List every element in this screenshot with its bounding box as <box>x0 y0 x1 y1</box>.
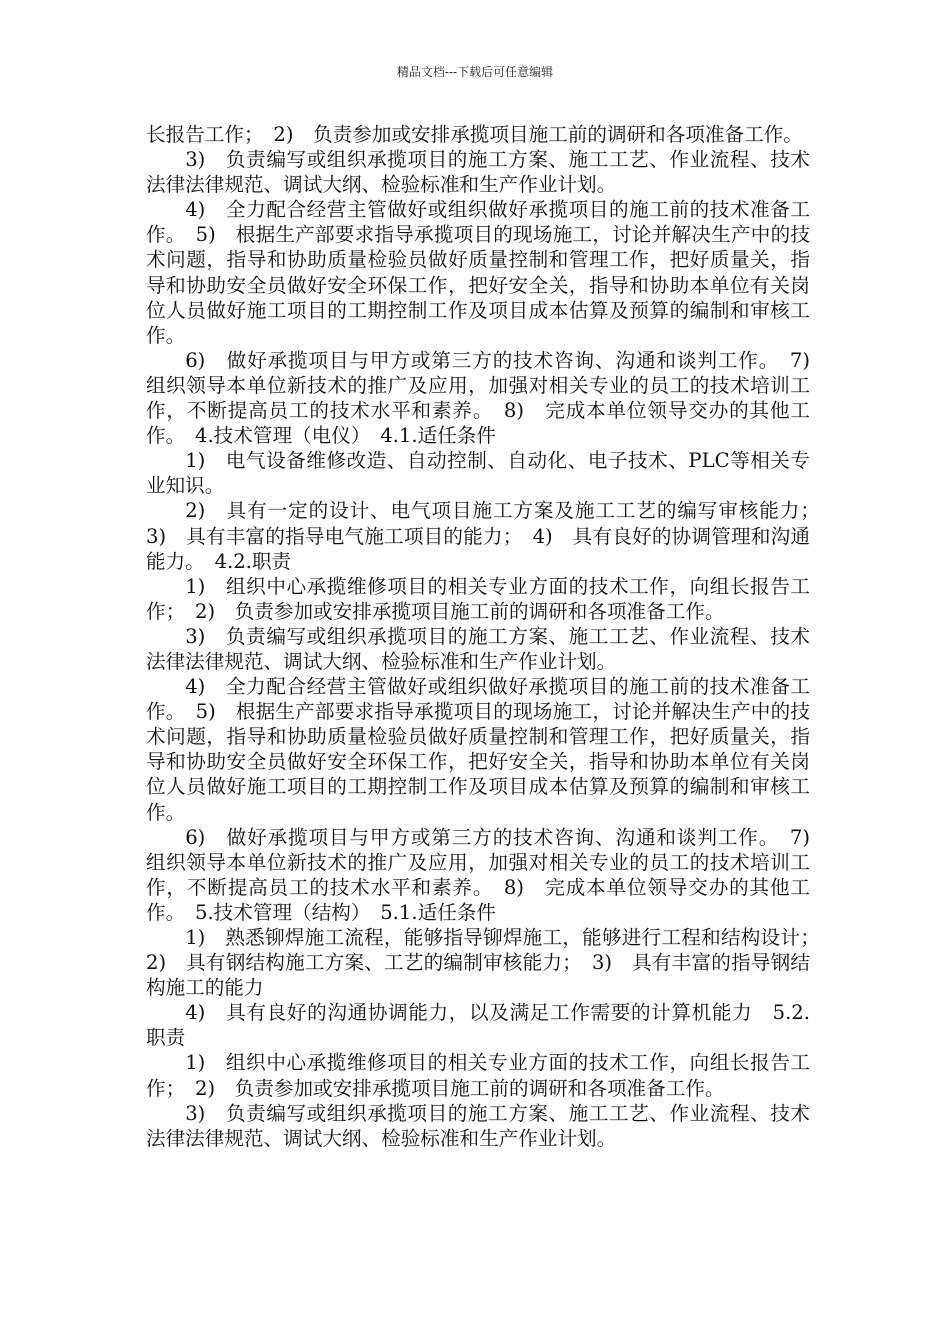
page-header: 精品文档---下载后可任意编辑 <box>396 65 554 79</box>
paragraph: 2) 具有一定的设计、电气项目施工方案及施工工艺的编写审核能力； 3) 具有丰富的指导电气施工项目的能力； 4) 具有良好的协调管理和沟通能力。 4.2.职责 <box>146 499 830 573</box>
paragraph: 3) 负责编写或组织承揽项目的施工方案、施工工艺、作业流程、技术法律法律规范、调试大纲、检验标准和生产作业计划。 <box>146 1101 810 1150</box>
paragraph: 3) 负责编写或组织承揽项目的施工方案、施工工艺、作业流程、技术法律法律规范、调试大纲、检验标准和生产作业计划。 <box>146 624 810 673</box>
paragraph: 4) 全力配合经营主管做好或组织做好承揽项目的施工前的技术准备工作。 5) 根据生产部要求指导承揽项目的现场施工，讨论并解决生产中的技术问题，指导和协助质量检验员做好质量控制和管理工作，把好质量关，指导和协助安全员做好安全环保工作，把好安全关，指导和协助本单位有关岗位人员做好施工项目的工期控制工作及项目成本估算及预算的编制和审核工作。 <box>146 675 810 824</box>
paragraph: 4) 具有良好的沟通协调能力，以及满足工作需要的计算机能力 5.2.职责 <box>146 1001 810 1050</box>
paragraph: 4) 全力配合经营主管做好或组织做好承揽项目的施工前的技术准备工作。 5) 根据生产部要求指导承揽项目的现场施工，讨论并解决生产中的技术问题，指导和协助质量检验员做好质量控制和管理工作，把好质量关，指导和协助安全员做好安全环保工作，把好安全关，指导和协助本单位有关岗位人员做好施工项目的工期控制工作及项目成本估算及预算的编制和审核工作。 <box>146 198 810 347</box>
paragraph: 1) 熟悉铆焊施工流程，能够指导铆焊施工，能够进行工程和结构设计； 2) 具有钢结构施工方案、工艺的编制审核能力； 3) 具有丰富的指导钢结构施工的能力 <box>146 926 830 1000</box>
paragraph: 1) 组织中心承揽维修项目的相关专业方面的技术工作，向组长报告工作； 2) 负责参加或安排承揽项目施工前的调研和各项准备工作。 <box>146 1051 810 1100</box>
document-body <box>146 122 830 1151</box>
paragraph: 3) 负责编写或组织承揽项目的施工方案、施工工艺、作业流程、技术法律法律规范、调试大纲、检验标准和生产作业计划。 <box>146 148 810 197</box>
paragraph: 长报告工作； 2) 负责参加或安排承揽项目施工前的调研和各项准备工作。 <box>146 123 803 146</box>
paragraph: 6) 做好承揽项目与甲方或第三方的技术咨询、沟通和谈判工作。 7) 组织领导本单位新技术的推广及应用，加强对相关专业的员工的技术培训工作，不断提高员工的技术水平和素养。 8) 完成本单位领导交办的其他工作。 4.技术管理（电仪） 4.1.适任条件 <box>146 348 830 448</box>
paragraph: 6) 做好承揽项目与甲方或第三方的技术咨询、沟通和谈判工作。 7) 组织领导本单位新技术的推广及应用，加强对相关专业的员工的技术培训工作，不断提高员工的技术水平和素养。 8) 完成本单位领导交办的其他工作。 5.技术管理（结构） 5.1.适任条件 <box>146 825 830 924</box>
paragraph: 1) 组织中心承揽维修项目的相关专业方面的技术工作，向组长报告工作； 2) 负责参加或安排承揽项目施工前的调研和各项准备工作。 <box>146 574 810 623</box>
paragraph: 1) 电气设备维修改造、自动控制、自动化、电子技术、PLC等相关专业知识。 <box>146 449 810 498</box>
